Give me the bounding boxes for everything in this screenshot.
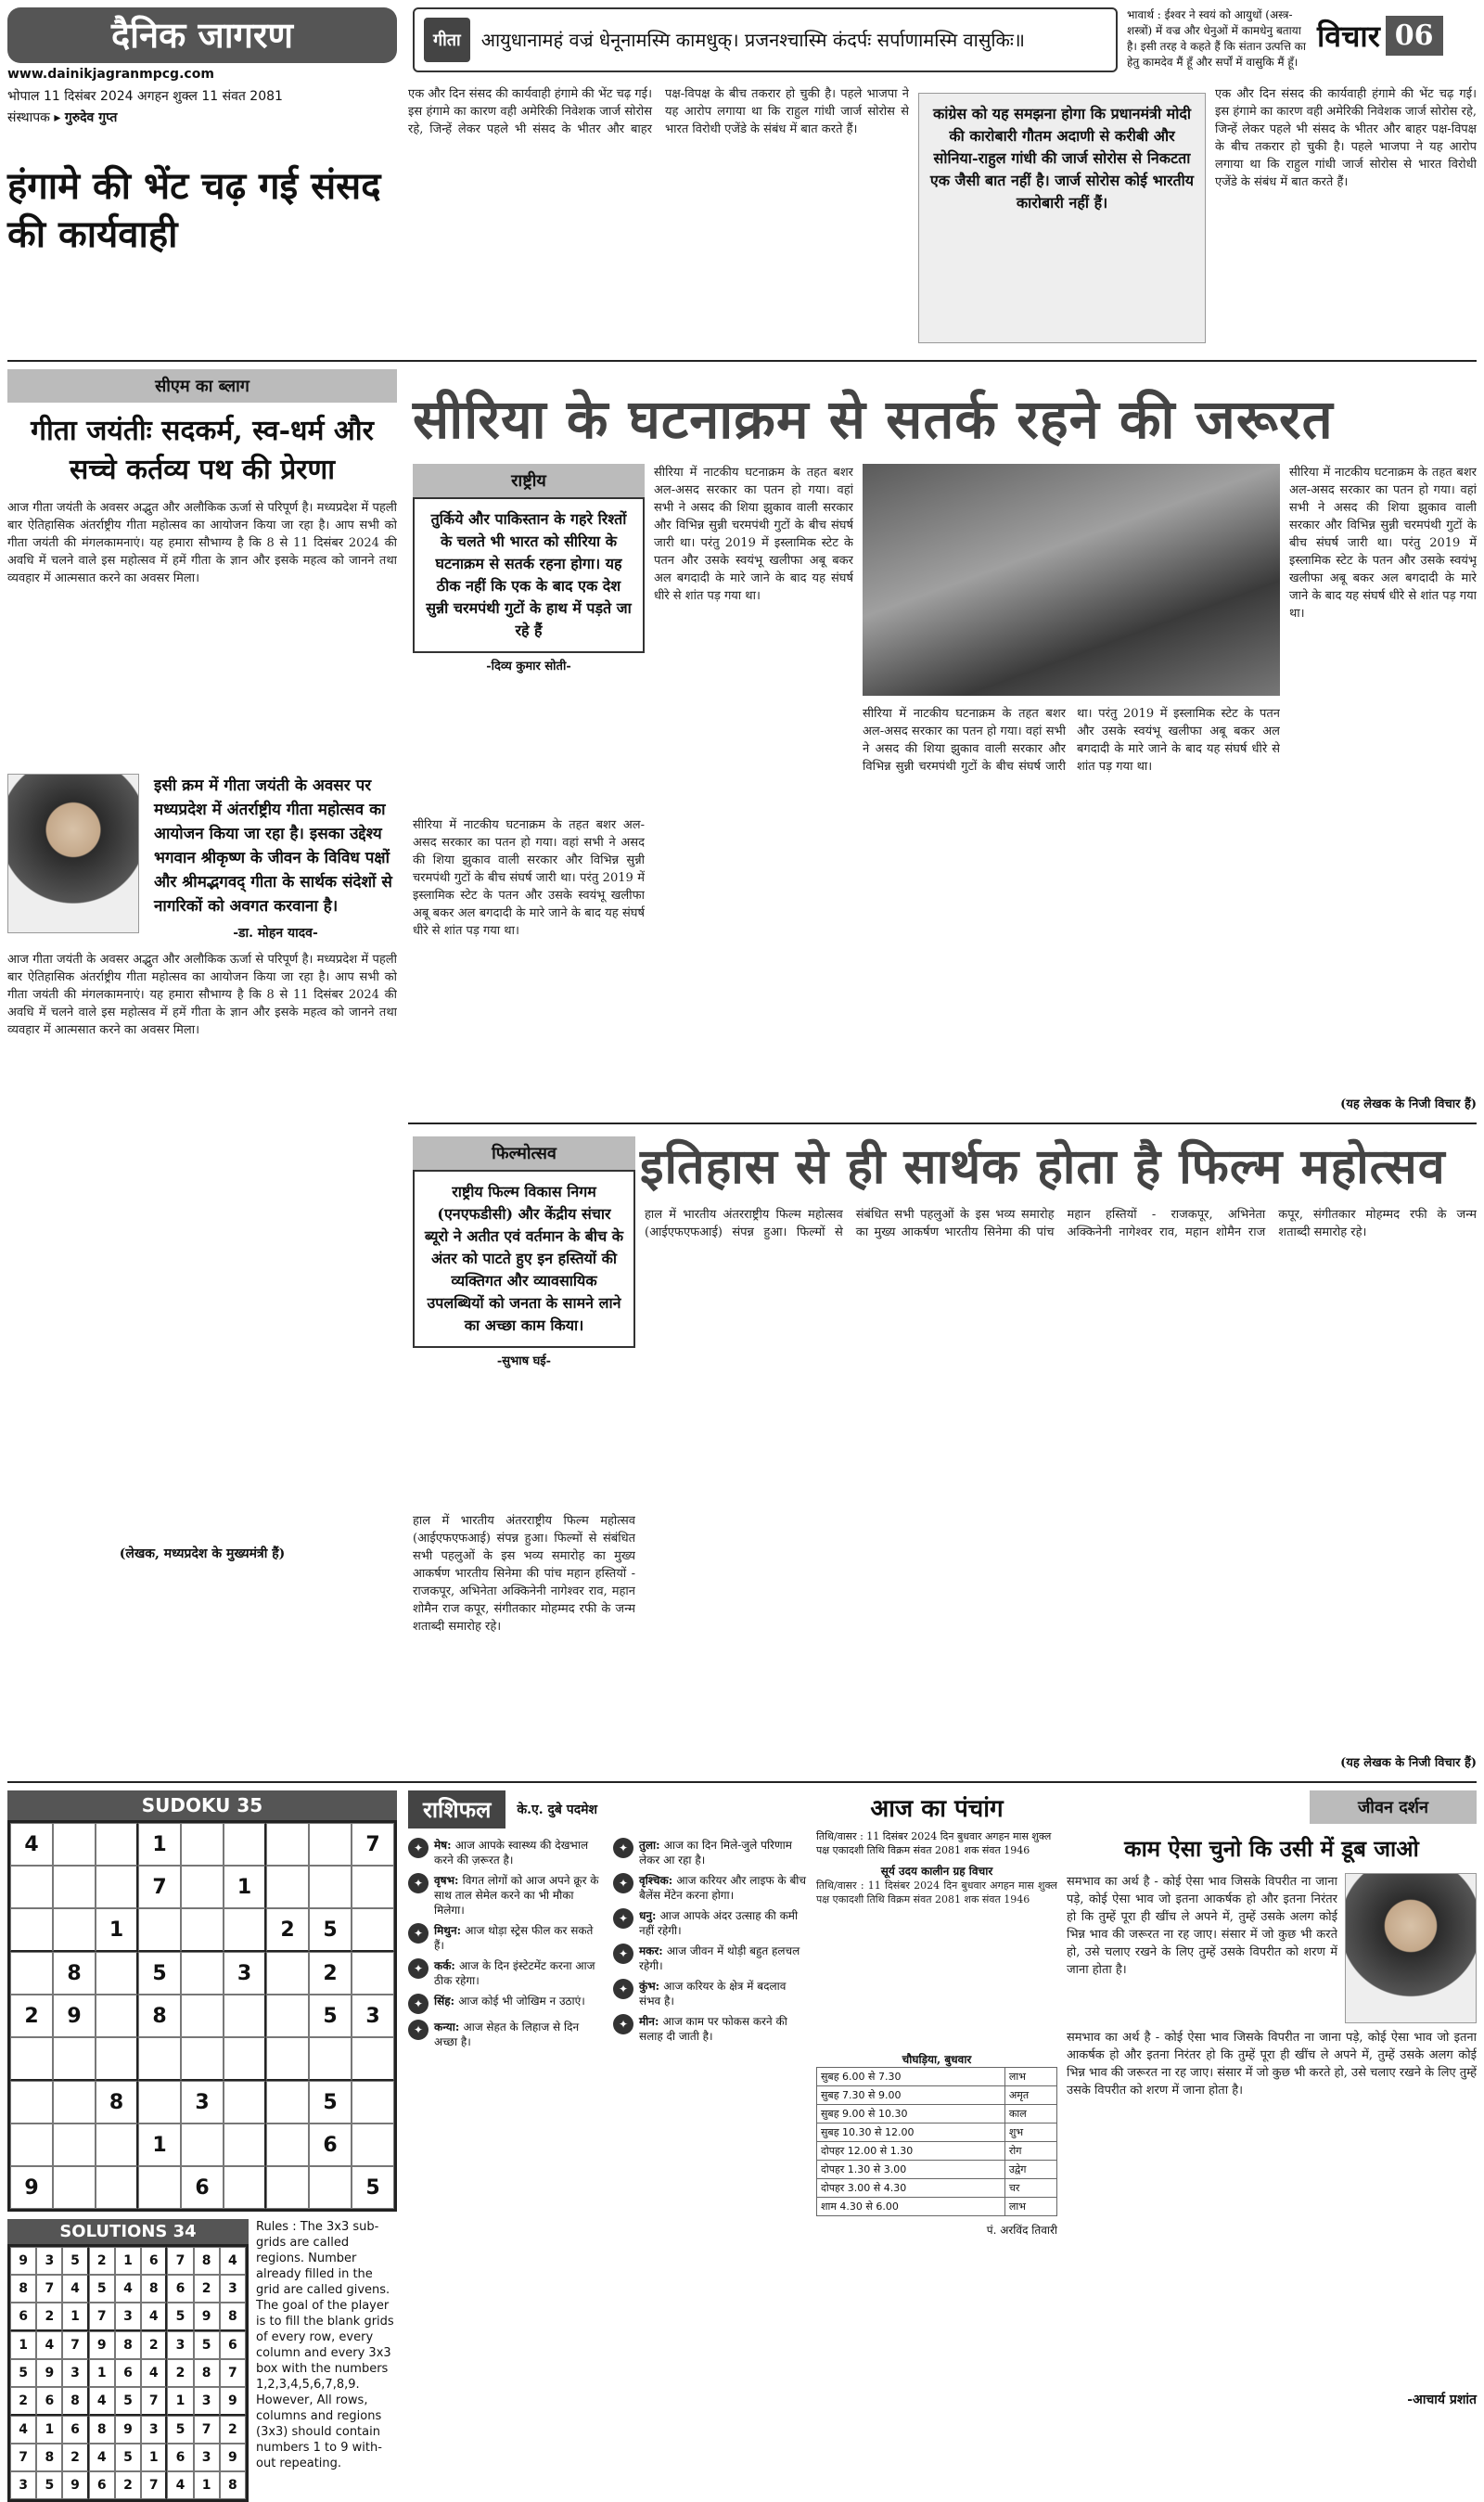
sudoku-cell: 8	[89, 2416, 115, 2444]
sudoku-cell: 3	[194, 2444, 220, 2471]
rashifal-text: मीन: आज काम पर फोकस करने की सलाह दी जाती है।	[639, 2015, 787, 2043]
sudoku-cell[interactable]	[266, 1866, 309, 1908]
sudoku-cell: 4	[141, 2359, 167, 2387]
masthead	[7, 7, 397, 154]
sudoku-cell: 6	[167, 2275, 193, 2303]
zodiac-icon: ✦	[613, 1979, 633, 1999]
sudoku-cell[interactable]	[224, 2166, 266, 2209]
sudoku-cell: 5	[138, 1952, 181, 1995]
sudoku-cell: 8	[36, 2444, 62, 2471]
rashifal-text: तुला: आज का दिन मिले-जुले परिणाम लेकर आ रहा है।	[639, 1839, 792, 1867]
panchang-footer: पं. अरविंद तिवारी	[986, 2224, 1057, 2237]
sudoku-cell: 8	[62, 2387, 88, 2416]
editorial-headline: हंगामे की भेंट चढ़ गई संसद की कार्यवाही	[7, 164, 381, 256]
blog-quote: इसी क्रम में गीता जयंती के अवसर पर मध्यप्रदेश में अंतर्राष्ट्रीय गीता महोत्सव का आयोजन किया जा रहा है। इसका उद्देश्य भगवान श्रीकृष्ण के जीवन के विविध पक्षों और श्रीमद्भगवद् गीता के सार्थक संदेशों से नागरिकों को अवगत करवाना है।	[154, 776, 392, 916]
gita-box	[413, 7, 1118, 72]
jeevan-headline: काम ऐसा चुनो कि उसी में डूब जाओ	[1124, 1835, 1419, 1862]
sudoku-cell[interactable]	[96, 2166, 138, 2209]
chaughadiya-table	[816, 2067, 1057, 2216]
sudoku-cell[interactable]	[266, 1995, 309, 2037]
sudoku-cell: 7	[10, 2444, 36, 2471]
section-label: विचार	[1317, 18, 1380, 54]
gita-meaning: भावार्थ : ईश्वर ने स्वयं को आयुधों (अस्त्र-शस्त्रों) में वज्र और धेनुओं में कामधेनु बताया है। इसी तरह वे कहते हैं कि संतान उत्पत्ति का हेतु कामदेव मैं हूँ और सर्पों में वासुकि मैं हूँ।	[1127, 8, 1306, 69]
sudoku-cell[interactable]	[309, 1866, 352, 1908]
rashifal-item	[613, 2014, 807, 2044]
sudoku-cell[interactable]	[266, 2037, 309, 2081]
sudoku-cell[interactable]	[53, 2037, 96, 2081]
sudoku-cell: 2	[10, 1995, 53, 2037]
syria-quote-author: -दिव्य कुमार सोती-	[486, 660, 571, 674]
rashifal-item	[613, 1979, 807, 2008]
rashifal-text: कर्क: आज के दिन इंस्टेटमेंट करना आज ठीक रहेगा।	[434, 1959, 595, 1987]
sudoku-cell[interactable]	[224, 1823, 266, 1866]
sudoku-cell: 4	[167, 2471, 193, 2499]
film-body: हाल में भारतीय अंतरराष्ट्रीय फिल्म महोत्सव (आईएफएफआई) संपन्न हुआ। फिल्मों से संबंधित सभी पहलुओं के इस भव्य समारोह का मुख्य आकर्षण भारतीय सिनेमा की पांच महान हस्तियों - राजकपूर, अभिनेता अक्किनेनी नागेश्वर राव, महान शोमैन राज कपूर, संगीतकार मोहम्मद रफी के जन्म शताब्दी समारोह रहे।	[645, 1208, 1477, 1239]
sudoku-cell: 4	[89, 2387, 115, 2416]
sudoku-cell[interactable]	[352, 2081, 394, 2123]
sudoku-cell: 1	[96, 1908, 138, 1952]
zodiac-icon: ✦	[613, 1838, 633, 1858]
film-section-label: फिल्मोत्सव	[413, 1136, 635, 1170]
sudoku-cell[interactable]	[352, 2123, 394, 2166]
sudoku-cell: 6	[10, 2303, 36, 2331]
sudoku-cell: 3	[167, 2331, 193, 2359]
syria-headline: सीरिया के घटनाक्रम से सतर्क रहने की जरूरत	[413, 388, 1334, 451]
sudoku-cell[interactable]	[181, 1995, 224, 2037]
sudoku-cell: 9	[62, 2471, 88, 2499]
rashifal-panel	[408, 1790, 807, 2052]
sudoku-cell: 2	[141, 2331, 167, 2359]
sudoku-cell: 2	[89, 2247, 115, 2275]
rashifal-item	[408, 1994, 602, 2014]
founder-name: गुरुदेव गुप्त	[64, 110, 118, 125]
sudoku-cell: 6	[141, 2247, 167, 2275]
sudoku-cell[interactable]	[266, 2123, 309, 2166]
sudoku-cell: 6	[62, 2416, 88, 2444]
sudoku-cell: 5	[89, 2275, 115, 2303]
film-quote: राष्ट्रीय फिल्म विकास निगम (एनएफडीसी) और केंद्रीय संचार ब्यूरो ने अतीत एवं वर्तमान के बीच के अंतर को पाटते हुए इन हस्तियों की व्यक्तिगत और व्यावसायिक उपलब्धियों को जनता के सामने लाने का अच्छा काम किया।	[413, 1170, 635, 1348]
sudoku-cell: 5	[352, 2166, 394, 2209]
divider	[7, 360, 1477, 362]
sudoku-cell[interactable]	[10, 2081, 53, 2123]
sudoku-cell: 8	[115, 2331, 141, 2359]
sudoku-cell: 6	[220, 2331, 246, 2359]
sudoku-cell: 1	[89, 2359, 115, 2387]
sudoku-cell: 3	[220, 2275, 246, 2303]
sudoku-cell[interactable]	[53, 1823, 96, 1866]
newspaper-logo: दैनिक जागरण	[7, 7, 397, 63]
film-quote-box	[413, 1136, 635, 1368]
sudoku-cell: 5	[10, 2359, 36, 2387]
panchang-tithi: तिथि/वासर : 11 दिसंबर 2024 दिन बुधवार अगहन मास शुक्ल पक्ष एकादशी तिथि विक्रम संवत 2081 शक संवत 1946	[816, 1830, 1052, 1856]
sudoku-cell: 6	[167, 2444, 193, 2471]
sudoku-cell: 1	[138, 1823, 181, 1866]
syria-body-col4: सीरिया में नाटकीय घटनाक्रम के तहत बशर अल-असद सरकार का पतन हो गया। वहां सभी ने असद की शिया झुकाव वाली सरकार और विभिन्न सुन्नी चरमपंथी गुटों के बीच संघर्ष जारी था। परंतु 2019 में इस्लामिक स्टेट के पतन और उसके स्वयंभू खलीफा अबू बकर अल बगदादी के मारे जाने के बाद यह संघर्ष धीरे से शांत पड़ गया था।	[1289, 466, 1477, 621]
sudoku-cell[interactable]	[96, 2037, 138, 2081]
sudoku-cell[interactable]	[181, 1908, 224, 1952]
rashifal-item	[613, 1873, 807, 1903]
blog-quote-author: -डा. मोहन यादव-	[233, 926, 318, 941]
blog-column	[7, 369, 397, 1562]
sudoku-cell: 6	[36, 2387, 62, 2416]
sudoku-cell: 9	[89, 2331, 115, 2359]
sudoku-cell[interactable]	[266, 1823, 309, 1866]
gita-badge: गीता	[424, 18, 470, 62]
film-quote-author: -सुभाष घई-	[496, 1354, 552, 1368]
sudoku-cell[interactable]	[96, 2123, 138, 2166]
syria-photo	[863, 464, 1280, 696]
sudoku-cell: 1	[194, 2471, 220, 2499]
sudoku-cell: 3	[141, 2416, 167, 2444]
sudoku-cell[interactable]	[53, 1908, 96, 1952]
zodiac-icon: ✦	[613, 1873, 633, 1893]
sudoku-cell[interactable]	[352, 1952, 394, 1995]
page-number: 06	[1386, 16, 1443, 56]
sudoku-cell: 8	[220, 2303, 246, 2331]
sudoku-cell: 7	[36, 2275, 62, 2303]
rashifal-list	[408, 1838, 807, 2052]
rashifal-text: वृश्चिक: आज करियर और लाइफ के बीच बैलेंस मेंटेन करना होगा।	[639, 1874, 807, 1902]
rashifal-text: वृषभ: विगत लोगों को आज अपने क्रूर के साथ ताल सेमेल करने का भी मौका मिलेगा।	[434, 1874, 599, 1917]
film-body-col1: हाल में भारतीय अंतरराष्ट्रीय फिल्म महोत्सव (आईएफएफआई) संपन्न हुआ। फिल्मों से संबंधित सभी पहलुओं के इस भव्य समारोह का मुख्य आकर्षण भारतीय सिनेमा की पांच महान हस्तियों - राजकपूर, अभिनेता अक्किनेनी नागेश्वर राव, महान शोमैन राज कपूर, संगीतकार मोहम्मद रफी के जन्म शताब्दी समारोह रहे।	[413, 1514, 635, 1634]
sudoku-cell: 1	[115, 2247, 141, 2275]
divider	[7, 1781, 1477, 1783]
sudoku-cell: 9	[194, 2303, 220, 2331]
blog-body: आज गीता जयंती के अवसर अद्भुत और अलौकिक ऊर्जा से परिपूर्ण है। मध्यप्रदेश में पहली बार ऐतिहासिक अंतर्राष्ट्रीय गीता महोत्सव का आयोजन किया जा रहा है। आप सभी को गीता जयंती की मंगलकामनाएं। यह हमारा सौभाग्य है कि 8 से 11 दिसंबर 2024 की अवधि में चलने वाले इस महोत्सव में हमें गीता के ज्ञान और इसके महत्व को जानने तथा व्यवहार में आत्मसात करने का अवसर मिला।	[7, 501, 397, 585]
sudoku-cell: 1	[224, 1866, 266, 1908]
sudoku-cell: 1	[141, 2444, 167, 2471]
sudoku-cell: 4	[36, 2331, 62, 2359]
sudoku-cell[interactable]	[10, 2123, 53, 2166]
sudoku-cell[interactable]	[224, 1908, 266, 1952]
blog-footer: (लेखक, मध्यप्रदेश के मुख्यमंत्री हैं)	[119, 1546, 286, 1561]
sudoku-cell: 4	[115, 2275, 141, 2303]
rashifal-text: मकर: आज जीवन में थोड़ी बहुत हलचल रहेगी।	[639, 1944, 800, 1972]
sudoku-cell: 3	[10, 2471, 36, 2499]
chaughadiya-row: शाम 4.30 से 6.00 लाभ	[817, 2198, 1057, 2216]
panchang-panel	[816, 1790, 1057, 2238]
dateline: भोपाल 11 दिसंबर 2024 अगहन शुक्ल 11 संवत 2081	[7, 89, 283, 104]
sudoku-grid[interactable]	[7, 1820, 397, 2212]
rashifal-text: कन्या: आज सेहत के लिहाज से दिन अच्छा है।	[434, 2021, 580, 2048]
zodiac-icon: ✦	[408, 1838, 429, 1858]
sudoku-cell: 5	[194, 2331, 220, 2359]
sudoku-cell: 2	[62, 2444, 88, 2471]
blog-body-continued: आज गीता जयंती के अवसर अद्भुत और अलौकिक ऊर्जा से परिपूर्ण है। मध्यप्रदेश में पहली बार ऐतिहासिक अंतर्राष्ट्रीय गीता महोत्सव का आयोजन किया जा रहा है। आप सभी को गीता जयंती की मंगलकामनाएं। यह हमारा सौभाग्य है कि 8 से 11 दिसंबर 2024 की अवधि में चलने वाले इस महोत्सव में हमें गीता के ज्ञान और इसके महत्व को जानने तथा व्यवहार में आत्मसात करने का अवसर मिला।	[7, 953, 397, 1037]
panchang-body: तिथि/वासर : 11 दिसंबर 2024 दिन बुधवार अगहन मास शुक्ल पक्ष एकादशी तिथि विक्रम संवत 2081 शक संवत 1946	[816, 1880, 1057, 1905]
sudoku-cell: 4	[89, 2444, 115, 2471]
sudoku-cell[interactable]	[138, 2166, 181, 2209]
divider	[408, 1123, 1477, 1124]
sudoku-cell: 1	[10, 2331, 36, 2359]
sudoku-cell[interactable]	[138, 2037, 181, 2081]
sudoku-cell: 7	[138, 1866, 181, 1908]
sudoku-cell: 7	[167, 2247, 193, 2275]
sudoku-cell: 7	[352, 1823, 394, 1866]
sudoku-cell: 8	[141, 2275, 167, 2303]
sudoku-cell: 7	[141, 2387, 167, 2416]
zodiac-icon: ✦	[408, 1873, 429, 1893]
sudoku-cell[interactable]	[181, 1952, 224, 1995]
sudoku-cell[interactable]	[224, 2123, 266, 2166]
sudoku-cell: 4	[141, 2303, 167, 2331]
rashifal-item	[613, 1944, 807, 1973]
rashifal-author: के.ए. दुबे पदमेश	[517, 1803, 598, 1817]
founder-line	[7, 109, 397, 126]
sudoku-cell: 9	[10, 2247, 36, 2275]
sudoku-cell: 5	[309, 1995, 352, 2037]
sudoku-cell: 8	[194, 2359, 220, 2387]
rashifal-item	[408, 1958, 602, 1988]
sudoku-cell[interactable]	[181, 2123, 224, 2166]
sudoku-cell: 1	[167, 2387, 193, 2416]
author-photo	[7, 774, 139, 933]
sudoku-cell: 5	[167, 2303, 193, 2331]
sudoku-cell: 5	[115, 2444, 141, 2471]
sudoku-cell[interactable]	[352, 2037, 394, 2081]
chaughadiya-heading: चौघड़िया, बुधवार	[902, 2053, 972, 2066]
chaughadiya-row: सुबह 9.00 से 10.30 काल	[817, 2105, 1057, 2123]
blog-headline: गीता जयंतीः सदकर्म, स्व-धर्म और सच्चे कर्तव्य पथ की प्रेरणा	[31, 415, 374, 486]
syria-body-col1: सीरिया में नाटकीय घटनाक्रम के तहत बशर अल-असद सरकार का पतन हो गया। वहां सभी ने असद की शिया झुकाव वाली सरकार और विभिन्न सुन्नी चरमपंथी गुटों के बीच संघर्ष जारी था। परंतु 2019 में इस्लामिक स्टेट के पतन और उसके स्वयंभू खलीफा अबू बकर अल बगदादी के मारे जाने के बाद यह संघर्ष धीरे से शांत पड़ गया था।	[413, 818, 645, 938]
sudoku-cell[interactable]	[266, 2081, 309, 2123]
sudoku-cell: 3	[181, 2081, 224, 2123]
editorial-body: एक और दिन संसद की कार्यवाही हंगामे की भेंट चढ़ गई। इस हंगामे का कारण वही अमेरिकी निवेशक जार्ज सोरोस रहे, जिन्हें लेकर पहले भी संसद के भीतर और बाहर पक्ष-विपक्ष के बीच तकरार हो चुकी है। पहले भाजपा ने यह आरोप लगाया था कि राहुल गांधी जार्ज सोरोस से भारत विरोधी एजेंडे के संबंध में बात करते हैं।	[408, 87, 909, 136]
sudoku-cell: 2	[194, 2275, 220, 2303]
sudoku-cell[interactable]	[10, 1952, 53, 1995]
sudoku-cell[interactable]	[266, 2166, 309, 2209]
sudoku-cell: 1	[138, 2123, 181, 2166]
sudoku-cell: 7	[62, 2331, 88, 2359]
zodiac-icon: ✦	[613, 1908, 633, 1929]
sudoku-cell[interactable]	[181, 2037, 224, 2081]
sudoku-cell: 1	[36, 2416, 62, 2444]
sudoku-cell: 4	[10, 2416, 36, 2444]
sudoku-cell[interactable]	[352, 1908, 394, 1952]
sudoku-cell: 3	[352, 1995, 394, 2037]
gita-shloka: आयुधानामहं वज्रं धेनूनामस्मि कामधुक्। प्रजनश्चास्मि कंदर्पः सर्पाणामस्मि वासुकिः॥	[480, 29, 1025, 51]
sudoku-cell: 1	[62, 2303, 88, 2331]
jeevan-section-label: जीवन दर्शन	[1310, 1790, 1477, 1824]
film-footer: (यह लेखक के निजी विचार हैं)	[1340, 1756, 1477, 1770]
rashifal-text: सिंह: आज कोई भी जोखिम न उठाएं।	[434, 1995, 585, 2008]
sudoku-cell: 8	[96, 2081, 138, 2123]
sudoku-cell[interactable]	[53, 1866, 96, 1908]
film-headline: इतिहास से ही सार्थक होता है फिल्म महोत्सव	[640, 1138, 1446, 1195]
chaughadiya-row: दोपहर 3.00 से 4.30 चर	[817, 2179, 1057, 2198]
sudoku-cell: 6	[181, 2166, 224, 2209]
sudoku-cell: 4	[10, 1823, 53, 1866]
section-header	[1317, 7, 1477, 63]
sudoku-cell[interactable]	[96, 1866, 138, 1908]
sudoku-cell[interactable]	[224, 1995, 266, 2037]
sudoku-cell[interactable]	[53, 2081, 96, 2123]
chaughadiya-row: सुबह 10.30 से 12.00 शुभ	[817, 2123, 1057, 2142]
rashifal-item	[408, 1873, 602, 1918]
sudoku-cell: 3	[62, 2359, 88, 2387]
sudoku-cell: 5	[309, 2081, 352, 2123]
sudoku-cell[interactable]	[96, 1952, 138, 1995]
founder-label: संस्थापक	[7, 110, 50, 125]
sudoku-cell: 8	[10, 2275, 36, 2303]
blog-section-label: सीएम का ब्लाग	[7, 369, 397, 403]
sudoku-cell: 3	[224, 1952, 266, 1995]
sudoku-cell: 2	[115, 2471, 141, 2499]
sudoku-cell[interactable]	[309, 2037, 352, 2081]
rashifal-text: कुंभ: आज करियर के क्षेत्र में बदलाव संभव है।	[639, 1980, 787, 2008]
sudoku-cell: 6	[115, 2359, 141, 2387]
sudoku-cell: 5	[115, 2387, 141, 2416]
zodiac-icon: ✦	[613, 1944, 633, 1964]
sudoku-cell: 2	[10, 2387, 36, 2416]
sudoku-cell: 2	[220, 2416, 246, 2444]
sudoku-cell: 5	[36, 2471, 62, 2499]
jeevan-panel	[1067, 1790, 1477, 2408]
sudoku-cell: 9	[220, 2444, 246, 2471]
sudoku-cell: 5	[62, 2247, 88, 2275]
sudoku-cell: 5	[167, 2416, 193, 2444]
sudoku-cell: 2	[266, 1908, 309, 1952]
solution-grid	[7, 2244, 249, 2502]
sudoku-cell: 7	[89, 2303, 115, 2331]
syria-section-label: राष्ट्रीय	[413, 464, 645, 497]
zodiac-icon: ✦	[408, 1923, 429, 1944]
sudoku-cell[interactable]	[138, 2081, 181, 2123]
sudoku-title: SUDOKU 35	[7, 1790, 397, 1820]
sudoku-cell: 5	[309, 1908, 352, 1952]
sudoku-cell: 3	[115, 2303, 141, 2331]
panchang-title: आज का पंचांग	[870, 1795, 1004, 1823]
sudoku-cell[interactable]	[53, 2123, 96, 2166]
sudoku-cell: 9	[10, 2166, 53, 2209]
chaughadiya-row: दोपहर 12.00 से 1.30 रोग	[817, 2142, 1057, 2161]
sudoku-cell: 8	[138, 1995, 181, 2037]
sudoku-panel	[7, 1790, 397, 2502]
syria-body-col3: सीरिया में नाटकीय घटनाक्रम के तहत बशर अल-असद सरकार का पतन हो गया। वहां सभी ने असद की शिया झुकाव वाली सरकार और विभिन्न सुन्नी चरमपंथी गुटों के बीच संघर्ष जारी था। परंतु 2019 में इस्लामिक स्टेट के पतन और उसके स्वयंभू खलीफा अबू बकर अल बगदादी के मारे जाने के बाद यह संघर्ष धीरे से शांत पड़ गया था।	[863, 707, 1280, 774]
sudoku-cell: 4	[62, 2275, 88, 2303]
jeevan-body: समभाव का अर्थ है - कोई ऐसा भाव जिसके विपरीत ना जाना पड़े, कोई ऐसा भाव जो इतना आकर्षक हो और इतना निरंतर हो कि तुम्हें पूरा ही खींच ले अपने में, तुम्हें उसके अलग कोई भिन्न भाव की जरूरत ना रह जाए। संसार में जो कुछ भी करते हो, उसे चलाए रखने के लिए तुम्हें उसके विपरीत को शरण में जाना होता है।	[1067, 1875, 1337, 1977]
sudoku-cell: 7	[220, 2359, 246, 2387]
sudoku-cell: 4	[220, 2247, 246, 2275]
sudoku-cell[interactable]	[309, 1823, 352, 1866]
arrow-icon: ▸	[54, 110, 65, 125]
sudoku-cell: 7	[141, 2471, 167, 2499]
rashifal-item	[408, 1838, 602, 1867]
sudoku-cell: 8	[53, 1952, 96, 1995]
sudoku-cell[interactable]	[224, 2081, 266, 2123]
sudoku-cell[interactable]	[224, 2037, 266, 2081]
sudoku-cell[interactable]	[10, 2037, 53, 2081]
solutions-title: SOLUTIONS 34	[7, 2219, 249, 2244]
sudoku-cell: 2	[36, 2303, 62, 2331]
syria-body-col2: सीरिया में नाटकीय घटनाक्रम के तहत बशर अल-असद सरकार का पतन हो गया। वहां सभी ने असद की शिया झुकाव वाली सरकार और विभिन्न सुन्नी चरमपंथी गुटों के बीच संघर्ष जारी था। परंतु 2019 में इस्लामिक स्टेट के पतन और उसके स्वयंभू खलीफा अबू बकर अल बगदादी के मारे जाने के बाद यह संघर्ष धीरे से शांत पड़ गया था।	[654, 466, 853, 603]
rashifal-text: मेष: आज आपके स्वास्थ्य की देखभाल करने की ज़रूरत है।	[434, 1839, 589, 1867]
syria-quote: तुर्किये और पाकिस्तान के गहरे रिश्तों के चलते भी भारत को सीरिया के घटनाक्रम से सतर्क रहना होगा। यह ठीक नहीं कि एक के बाद एक देश सुन्नी चरमपंथी गुटों के हाथ में पड़ते जा रहे हैं	[413, 497, 645, 653]
rashifal-item	[613, 1838, 807, 1867]
sudoku-cell: 6	[309, 2123, 352, 2166]
syria-quote-box	[413, 464, 645, 674]
chaughadiya-row: सुबह 7.30 से 9.00 अमृत	[817, 2086, 1057, 2105]
sudoku-cell: 2	[309, 1952, 352, 1995]
author-photo	[1345, 1873, 1477, 2023]
editorial-body-right: एक और दिन संसद की कार्यवाही हंगामे की भेंट चढ़ गई। इस हंगामे का कारण वही अमेरिकी निवेशक जार्ज सोरोस रहे, जिन्हें लेकर पहले भी संसद के भीतर और बाहर पक्ष-विपक्ष के बीच तकरार हो चुकी है। पहले भाजपा ने यह आरोप लगाया था कि राहुल गांधी जार्ज सोरोस से भारत विरोधी एजेंडे के संबंध में बात करते हैं।	[1215, 87, 1477, 189]
sun-heading: सूर्य उदय कालीन ग्रह विचार	[880, 1865, 993, 1878]
jeevan-author: -आचार्य प्रशांत	[1407, 2393, 1477, 2407]
sudoku-cell: 8	[194, 2247, 220, 2275]
rashifal-item	[613, 1908, 807, 1938]
sudoku-cell[interactable]	[10, 1866, 53, 1908]
sudoku-cell: 2	[167, 2359, 193, 2387]
sudoku-cell[interactable]	[96, 1823, 138, 1866]
rashifal-title: राशिफल	[408, 1790, 505, 1828]
sudoku-cell[interactable]	[181, 1866, 224, 1908]
sudoku-cell: 9	[115, 2416, 141, 2444]
sudoku-rules: Rules : The 3x3 sub-grids are called regions. Number already filled in the grid are called givens. The goal of the player is to fill the blank grids of every row, every column and every 3x3 box with the numbers 1,2,3,4,5,6,7,8,9. However, All rows, columns and regions (3x3) should contain numbers 1 to 9 with-out repeating.	[256, 2220, 394, 2470]
sudoku-cell: 9	[36, 2359, 62, 2387]
sudoku-cell[interactable]	[53, 2166, 96, 2209]
sudoku-cell: 3	[194, 2387, 220, 2416]
rashifal-item	[408, 2020, 602, 2049]
sudoku-cell: 7	[194, 2416, 220, 2444]
rashifal-text: मिथुन: आज थोड़ा स्ट्रेस फील कर सकते हैं।	[434, 1924, 594, 1952]
sudoku-cell[interactable]	[10, 1908, 53, 1952]
zodiac-icon: ✦	[408, 1958, 429, 1979]
zodiac-icon: ✦	[408, 2020, 429, 2040]
rashifal-text: धनु: आज आपके अंदर उत्साह की कमी नहीं रहेगी।	[639, 1909, 799, 1937]
zodiac-icon: ✦	[408, 1994, 429, 2014]
rashifal-item	[408, 1923, 602, 1953]
syria-footer: (यह लेखक के निजी विचार हैं)	[1340, 1097, 1477, 1111]
sudoku-cell: 9	[53, 1995, 96, 2037]
sudoku-cell: 6	[89, 2471, 115, 2499]
editorial-pull-quote: कांग्रेस को यह समझना होगा कि प्रधानमंत्री मोदी की कारोबारी गौतम अदाणी से करीबी और सोनिया-राहुल गांधी की जार्ज सोरोस से निकटता एक जैसी बात नहीं है। जार्ज सोरोस कोई भारतीय कारोबारी नहीं हैं।	[918, 93, 1206, 343]
sudoku-cell: 3	[36, 2247, 62, 2275]
sudoku-cell: 8	[220, 2471, 246, 2499]
sudoku-cell[interactable]	[181, 1823, 224, 1866]
sudoku-cell[interactable]	[352, 1866, 394, 1908]
chaughadiya-row: दोपहर 1.30 से 3.00 उद्वेग	[817, 2161, 1057, 2179]
chaughadiya-row: सुबह 6.00 से 7.30 लाभ	[817, 2068, 1057, 2086]
sudoku-cell[interactable]	[266, 1952, 309, 1995]
sudoku-cell[interactable]	[309, 2166, 352, 2209]
sudoku-cell[interactable]	[138, 1908, 181, 1952]
jeevan-body-continued: समभाव का अर्थ है - कोई ऐसा भाव जिसके विपरीत ना जाना पड़े, कोई ऐसा भाव जो इतना आकर्षक हो और इतना निरंतर हो कि तुम्हें पूरा ही खींच ले अपने में, तुम्हें उसके अलग कोई भिन्न भाव की जरूरत ना रह जाए। संसार में जो कुछ भी करते हो, उसे चलाए रखने के लिए तुम्हें उसके विपरीत को शरण में जाना होता है।	[1067, 2031, 1477, 2098]
website-url[interactable]: www.dainikjagranmpcg.com	[7, 67, 214, 82]
zodiac-icon: ✦	[613, 2014, 633, 2034]
sudoku-cell[interactable]	[96, 1995, 138, 2037]
sudoku-cell: 9	[220, 2387, 246, 2416]
